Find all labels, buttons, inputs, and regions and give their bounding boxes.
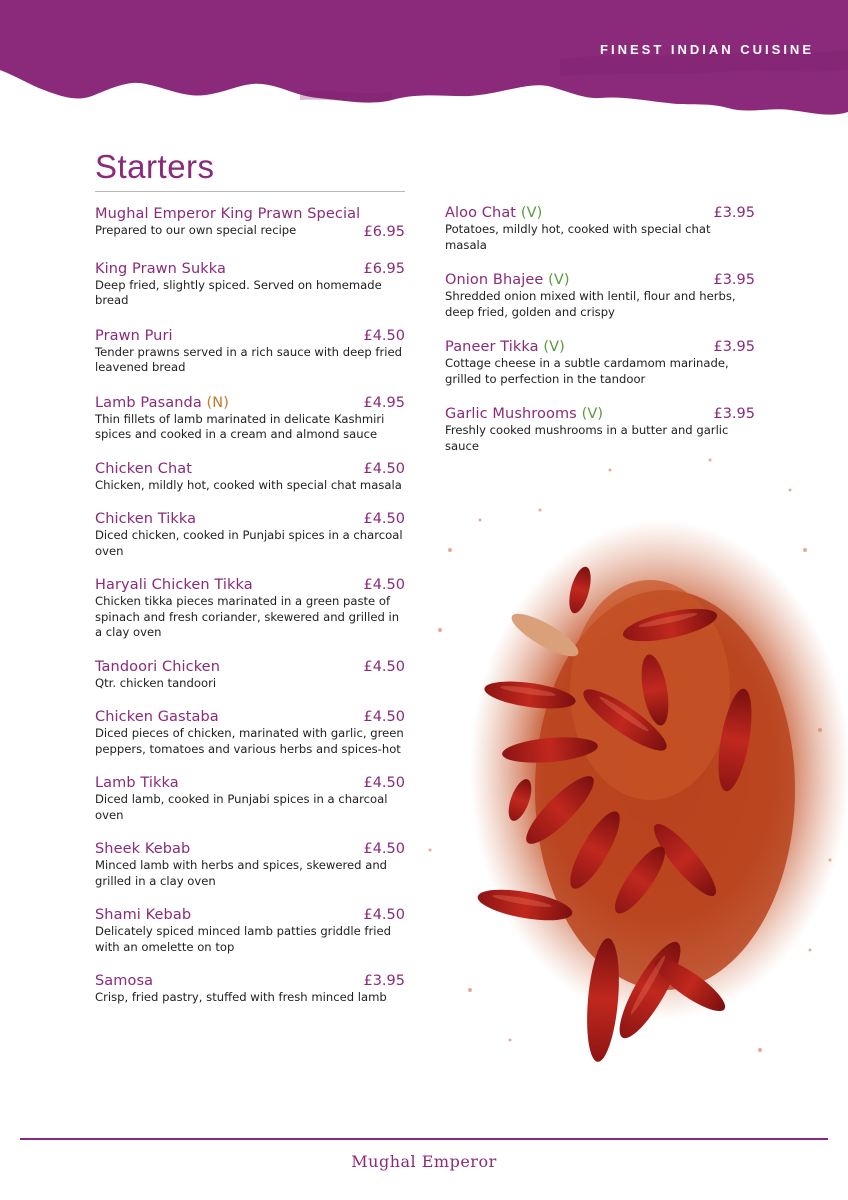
- menu-item: [95, 327, 405, 376]
- item-description: Diced pieces of chicken, marinated with garlic, green peppers, tomatoes and various herbs and spices-hot: [95, 726, 404, 756]
- item-description: Freshly cooked mushrooms in a butter and garlic sauce: [445, 423, 729, 453]
- title-divider: [95, 191, 405, 192]
- item-name: Shami Kebab: [95, 907, 192, 923]
- veg-tag: (V): [581, 406, 604, 422]
- header-tagline: FINEST INDIAN CUISINE: [600, 42, 814, 57]
- item-name: Lamb Tikka: [95, 775, 179, 791]
- item-description: Diced chicken, cooked in Punjabi spices in a charcoal oven: [95, 528, 403, 558]
- item-description: Tender prawns served in a rich sauce with deep fried leavened bread: [95, 344, 402, 374]
- item-name: Onion Bhajee (V): [445, 272, 570, 288]
- item-price: £3.95: [713, 339, 755, 355]
- menu-item: [95, 658, 405, 692]
- menu-item: [95, 260, 405, 309]
- menu-item: [95, 972, 405, 1006]
- item-price: £3.95: [363, 973, 405, 989]
- item-name: Sheek Kebab: [95, 841, 191, 857]
- item-name: Samosa: [95, 973, 154, 989]
- menu-item: [95, 510, 405, 559]
- item-price: £4.50: [363, 907, 405, 923]
- item-price: £4.50: [363, 577, 405, 593]
- item-name: Garlic Mushrooms (V): [445, 406, 604, 422]
- menu-column-left: [95, 205, 405, 1006]
- section-title: Starters: [95, 148, 215, 185]
- item-description: Crisp, fried pastry, stuffed with fresh minced lamb: [95, 990, 387, 1004]
- item-price: £4.50: [363, 511, 405, 527]
- menu-item: [445, 204, 755, 253]
- item-price: £4.50: [363, 327, 405, 344]
- menu-item: [95, 460, 405, 494]
- item-price: £6.95: [363, 260, 405, 277]
- item-price: £4.50: [363, 460, 405, 477]
- menu-item: [95, 708, 405, 757]
- footer-divider: [20, 1138, 828, 1140]
- menu-item: [95, 576, 405, 641]
- item-name: Tandoori Chicken: [95, 658, 220, 675]
- item-price: £4.50: [363, 709, 405, 725]
- item-price: £3.95: [713, 406, 755, 422]
- item-name: Mughal Emperor King Prawn Special: [95, 206, 361, 222]
- item-description: Qtr. chicken tandoori: [95, 675, 217, 690]
- item-name: Chicken Chat: [95, 460, 193, 477]
- veg-tag: (V): [543, 339, 565, 355]
- item-name: Paneer Tikka (V): [445, 339, 565, 355]
- header-banner: [0, 0, 848, 130]
- item-name: Lamb Pasanda (N): [95, 394, 229, 411]
- menu-item: [95, 774, 405, 823]
- veg-tag: (V): [548, 272, 570, 288]
- item-description: Cottage cheese in a subtle cardamom marinade, grilled to perfection in the tandoor: [445, 356, 729, 386]
- menu-item: [95, 906, 405, 955]
- veg-tag: (V): [520, 205, 543, 221]
- item-description: Thin fillets of lamb marinated in delicate Kashmiri spices and cooked in a cream and almond sauce: [95, 411, 385, 441]
- item-description: Shredded onion mixed with lentil, flour and herbs, deep fried, golden and crispy: [445, 289, 736, 319]
- menu-item: [95, 205, 405, 239]
- item-name: Chicken Gastaba: [95, 709, 219, 725]
- item-description: Chicken tikka pieces marinated in a green paste of spinach and fresh coriander, skewered and grilled in a clay oven: [95, 594, 400, 639]
- red-chilli-spice-pile-icon: [410, 430, 848, 1120]
- item-description: Delicately spiced minced lamb patties griddle fried with an omelette on top: [95, 924, 391, 954]
- item-description: Prepared to our own special recipe: [95, 223, 297, 237]
- item-description: Deep fried, slightly spiced. Served on homemade bread: [95, 277, 382, 307]
- item-name: Chicken Tikka: [95, 511, 197, 527]
- menu-item: [445, 271, 755, 320]
- item-price: £4.50: [363, 841, 405, 857]
- menu-item: [95, 394, 405, 443]
- item-description: Potatoes, mildly hot, cooked with special chat masala: [445, 222, 711, 252]
- item-description: Minced lamb with herbs and spices, skewered and grilled in a clay oven: [95, 858, 388, 888]
- menu-item: [95, 840, 405, 889]
- item-price: £4.95: [363, 394, 405, 411]
- item-price: £6.95: [363, 224, 405, 240]
- item-name: King Prawn Sukka: [95, 260, 226, 277]
- item-price: £4.50: [363, 658, 405, 675]
- item-price: £3.95: [713, 272, 755, 288]
- menu-column-right: [445, 204, 755, 454]
- footer-brand: Mughal Emperor: [351, 1152, 497, 1171]
- menu-item: [445, 338, 755, 387]
- item-price: £3.95: [713, 205, 755, 221]
- item-name: Prawn Puri: [95, 327, 173, 344]
- nut-tag: (N): [206, 394, 229, 411]
- item-name: Aloo Chat (V): [445, 205, 543, 221]
- item-price: £4.50: [363, 775, 405, 791]
- item-description: Diced lamb, cooked in Punjabi spices in a charcoal oven: [95, 792, 388, 822]
- item-description: Chicken, mildly hot, cooked with special chat masala: [95, 477, 402, 492]
- item-name: Haryali Chicken Tikka: [95, 577, 253, 593]
